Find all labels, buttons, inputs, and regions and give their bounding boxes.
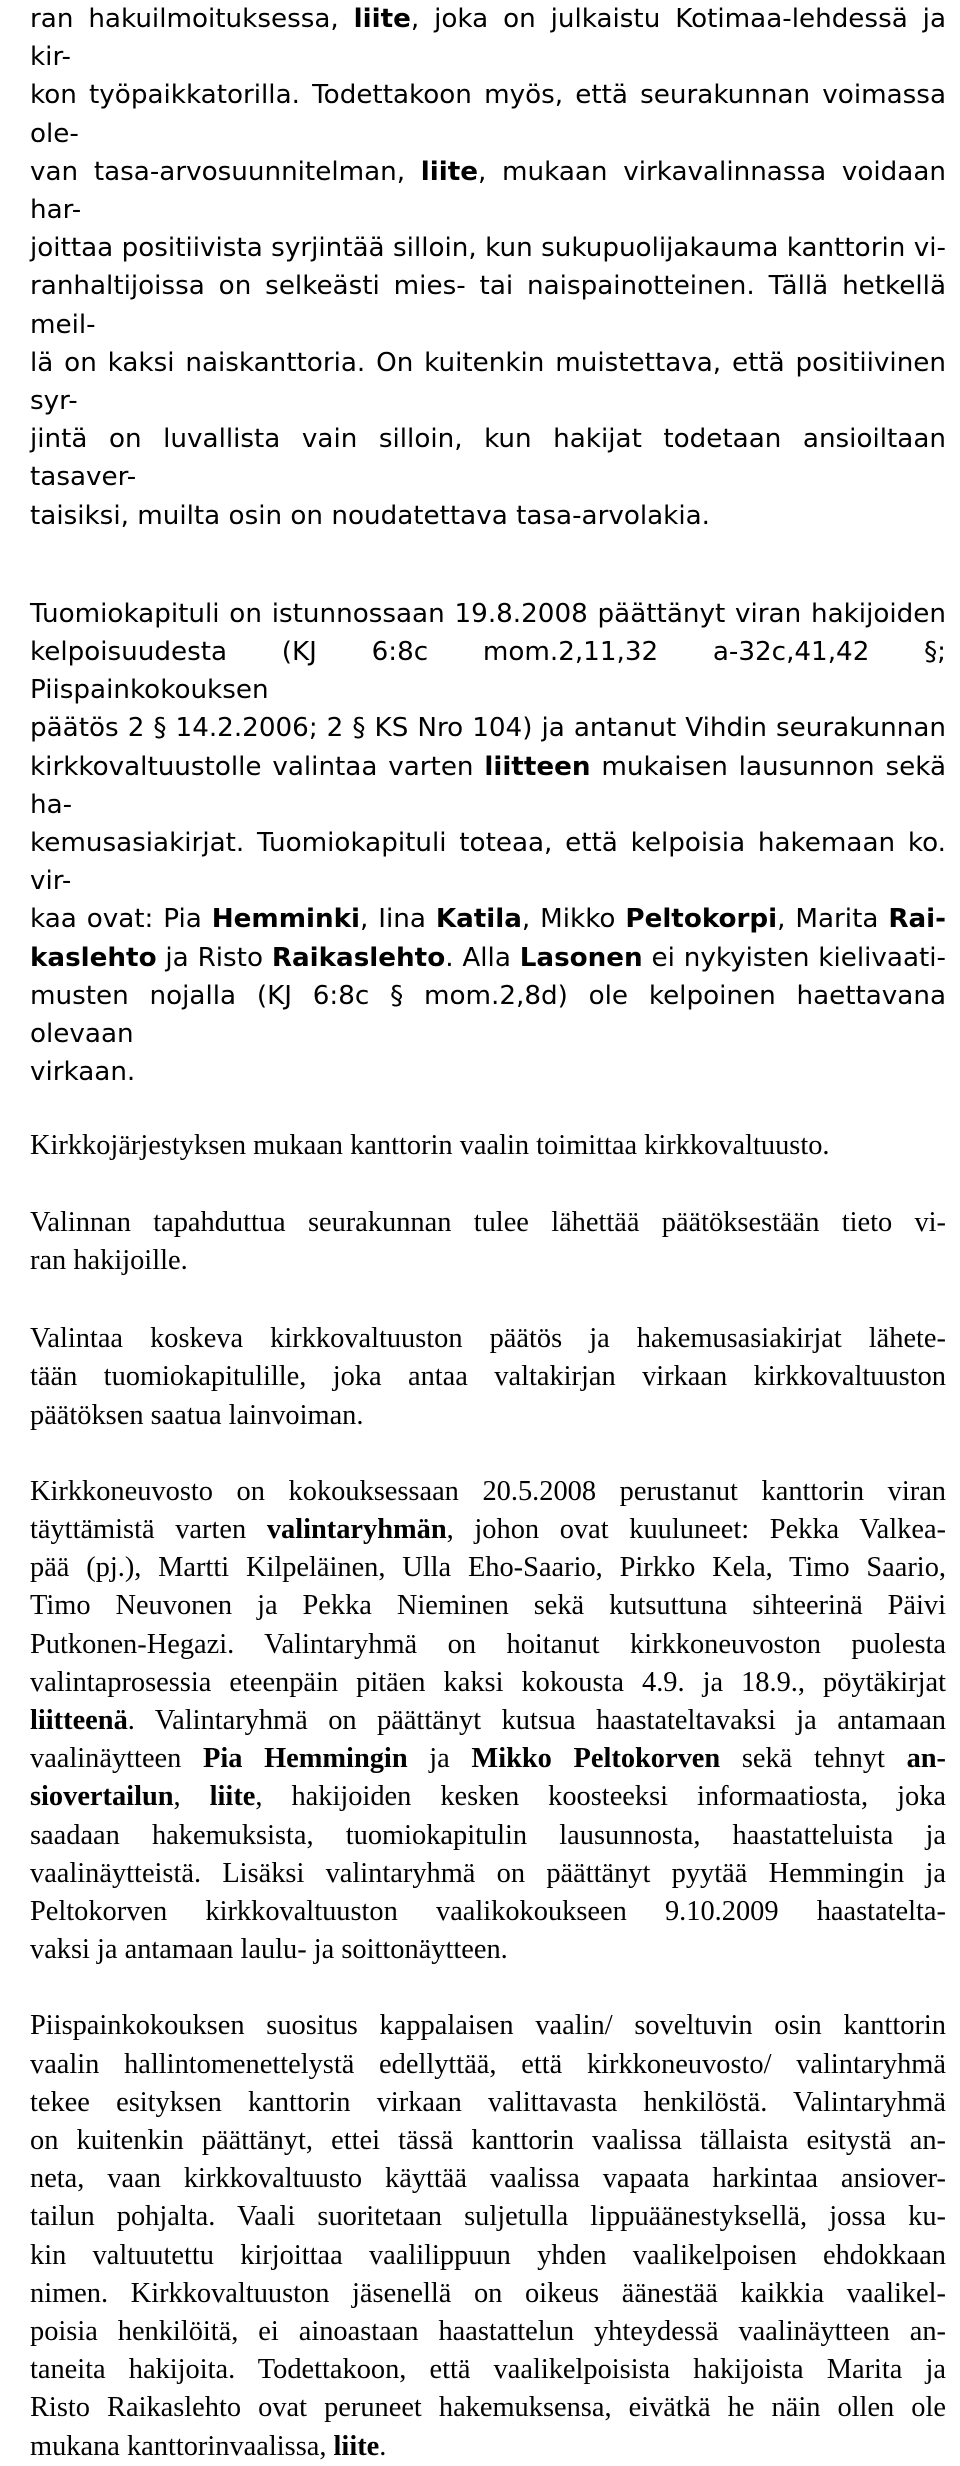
text-line bbox=[30, 420, 946, 496]
text-run: Putkonen-Hegazi. Valintaryhmä on hoitanut kirkkoneuvoston puolesta bbox=[30, 1628, 946, 1660]
text-run: ran hakijoille. bbox=[30, 1244, 188, 1276]
bold-text-run: Lasonen bbox=[519, 942, 643, 973]
text-line bbox=[30, 2122, 946, 2160]
text-line bbox=[30, 1053, 946, 1091]
text-line bbox=[30, 1664, 946, 1702]
text-run: pää (pj.), Martti Kilpeläinen, Ulla Eho-Saario, Pirkko Kela, Timo Saario, bbox=[30, 1552, 946, 1584]
text-run: , johon ovat kuuluneet: Pekka Valkea- bbox=[446, 1513, 946, 1545]
text-run: valintaprosessia eteenpäin pitäen kaksi kokousta 4.9. ja 18.9., pöytäkirjat bbox=[30, 1666, 946, 1698]
text-run: saadaan hakemuksista, tuomiokapitulin lausunnosta, haastatteluista ja bbox=[30, 1819, 946, 1851]
text-run: Piispainkokouksen suositus kappalaisen vaalin/ soveltuvin osin kanttorin bbox=[30, 2010, 946, 2042]
text-run: ran hakuilmoituksessa, bbox=[30, 4, 354, 34]
bold-text-run: kaslehto bbox=[30, 942, 157, 973]
text-run: , bbox=[173, 1781, 210, 1813]
text-line bbox=[30, 497, 946, 535]
text-run: Valintaa koskeva kirkkovaltuuston päätös ja hakemusasiakirjat lähete- bbox=[30, 1323, 946, 1355]
text-line bbox=[30, 1473, 946, 1511]
text-run: tään tuomiokapitulille, joka antaa valtakirjan virkaan kirkkovaltuuston bbox=[30, 1361, 946, 1393]
text-run: päätöksen saatua lainvoiman. bbox=[30, 1399, 364, 1431]
paragraph bbox=[30, 2007, 946, 2465]
text-line bbox=[30, 1511, 946, 1549]
text-line bbox=[30, 1893, 946, 1931]
text-run: , hakijoiden kesken koosteeksi informaatiosta, joka bbox=[255, 1781, 946, 1813]
paragraph-gap bbox=[30, 535, 946, 595]
text-run: kelpoisuudesta (KJ 6:8c mom.2,11,32 a-32c,41,42 §; Piispainkokouksen bbox=[30, 637, 946, 706]
text-line bbox=[30, 2237, 946, 2275]
text-run: . bbox=[379, 2430, 387, 2462]
text-run: vaksi ja antamaan laulu- ja soittonäytteen. bbox=[30, 1934, 508, 1966]
text-line bbox=[30, 1931, 946, 1969]
text-line bbox=[30, 977, 946, 1053]
text-line bbox=[30, 595, 946, 633]
text-run: on kuitenkin päättänyt, ettei tässä kanttorin vaalissa tällaista esitystä an- bbox=[30, 2124, 946, 2156]
text-run: , mukaan virkavalinnassa voidaan har- bbox=[30, 156, 946, 226]
bold-text-run: Peltokorpi bbox=[625, 904, 778, 935]
bold-text-run: Mikko Peltokorven bbox=[471, 1743, 721, 1775]
text-line bbox=[30, 1358, 946, 1396]
text-run: kemusasiakirjat. Tuomiokapituli toteaa, että kelpoisia hakemaan ko. vir- bbox=[30, 828, 946, 897]
text-run: , Mikko bbox=[521, 904, 626, 935]
bold-text-run: Hemminki bbox=[211, 904, 361, 935]
paragraph-gap bbox=[30, 1969, 946, 2007]
text-run: . Alla bbox=[445, 942, 520, 973]
text-run: tailun pohjalta. Vaali suoritetaan suljetulla lippuäänestyksellä, jossa ku- bbox=[30, 2201, 946, 2233]
text-run: , Marita bbox=[777, 904, 889, 935]
text-line bbox=[30, 229, 946, 267]
bold-text-run: an- bbox=[906, 1743, 947, 1775]
text-line bbox=[30, 2046, 946, 2084]
text-line bbox=[30, 76, 946, 152]
text-run: kon työpaikkatorilla. Todettakoon myös, että seurakunnan voimassa ole- bbox=[30, 80, 946, 149]
text-line bbox=[30, 1587, 946, 1625]
text-run: kin valtuutettu kirjoittaa vaalilippuun yhden vaalikelpoisen ehdokkaan bbox=[30, 2239, 946, 2271]
text-run: vaalinäytteen bbox=[30, 1743, 203, 1775]
paragraph bbox=[30, 0, 946, 535]
text-run: jintä on luvallista vain silloin, kun hakijat todetaan ansioiltaan tasaver- bbox=[30, 424, 946, 493]
text-line bbox=[30, 2428, 946, 2466]
paragraph-gap bbox=[30, 1091, 946, 1127]
text-run: ja bbox=[407, 1743, 472, 1775]
text-run: poisia henkilöitä, ei ainoastaan haastattelun yhteydessä vaalinäytteen an- bbox=[30, 2315, 946, 2347]
bold-text-run: liite bbox=[353, 4, 411, 34]
bold-text-run: Pia Hemmingin bbox=[203, 1743, 408, 1775]
text-line bbox=[30, 939, 946, 977]
text-line bbox=[30, 2198, 946, 2236]
text-line bbox=[30, 2007, 946, 2045]
bold-text-run: liite bbox=[209, 1781, 256, 1813]
text-run: Kirkkoneuvosto on kokouksessaan 20.5.2008 perustanut kanttorin viran bbox=[30, 1475, 946, 1507]
text-line bbox=[30, 267, 946, 343]
text-line bbox=[30, 1242, 946, 1280]
text-run: , joka on julkaistu Kotimaa-lehdessä ja kir- bbox=[30, 4, 946, 73]
bold-text-run: liitteenä bbox=[30, 1704, 128, 1736]
text-run: Peltokorven kirkkovaltuuston vaalikokoukseen 9.10.2009 haastatelta- bbox=[30, 1895, 946, 1927]
bold-text-run: valintaryhmän bbox=[266, 1513, 447, 1545]
text-line bbox=[30, 2351, 946, 2389]
text-line bbox=[30, 2275, 946, 2313]
text-line bbox=[30, 900, 946, 938]
text-line bbox=[30, 1817, 946, 1855]
text-run: taneita hakijoita. Todettakoon, että vaalikelpoisista hakijoista Marita ja bbox=[30, 2354, 946, 2386]
paragraph-gap bbox=[30, 1280, 946, 1320]
text-line bbox=[30, 1204, 946, 1242]
text-run: , Iina bbox=[360, 904, 436, 935]
text-run: nimen. Kirkkovaltuuston jäsenellä on oikeus äänestää kaikkia vaalikel- bbox=[30, 2277, 946, 2309]
text-run: Valinnan tapahduttua seurakunnan tulee lähettää päätöksestään tieto vi- bbox=[30, 1206, 946, 1238]
bold-text-run: Raikaslehto bbox=[271, 942, 446, 973]
text-line bbox=[30, 1549, 946, 1587]
paragraph-gap bbox=[30, 1166, 946, 1204]
text-line bbox=[30, 1740, 946, 1778]
text-line bbox=[30, 1702, 946, 1740]
paragraph bbox=[30, 1204, 946, 1280]
text-run: vaalin hallintomenettelystä edellyttää, että kirkkoneuvosto/ valintaryhmä bbox=[30, 2048, 946, 2080]
text-run: mukana kanttorinvaalissa, bbox=[30, 2430, 334, 2462]
text-run: vaalinäytteistä. Lisäksi valintaryhmä on päättänyt pyytää Hemmingin ja bbox=[30, 1857, 946, 1889]
text-line bbox=[30, 0, 946, 76]
text-line bbox=[30, 709, 946, 747]
text-run: ja Risto bbox=[156, 942, 272, 973]
text-run: Kirkkojärjestyksen mukaan kanttorin vaalin toimittaa kirkkovaltuusto. bbox=[30, 1130, 830, 1162]
bold-text-run: liite bbox=[333, 2430, 380, 2462]
text-run: Timo Neuvonen ja Pekka Nieminen sekä kutsuttuna sihteerinä Päivi bbox=[30, 1590, 946, 1622]
text-run: neta, vaan kirkkovaltuusto käyttää vaalissa vapaata harkintaa ansiover- bbox=[30, 2163, 946, 2195]
paragraph bbox=[30, 595, 946, 1092]
text-run: mukaisen lausunnon sekä ha- bbox=[30, 751, 946, 820]
text-run: musten nojalla (KJ 6:8c § mom.2,8d) ole kelpoinen haettavana olevaan bbox=[30, 980, 946, 1050]
paragraph-gap bbox=[30, 1435, 946, 1473]
text-line bbox=[30, 1397, 946, 1435]
text-line bbox=[30, 748, 946, 824]
text-line bbox=[30, 824, 946, 900]
bold-text-run: Rai- bbox=[888, 904, 946, 935]
text-run: . Valintaryhmä on päättänyt kutsua haastateltavaksi ja antamaan bbox=[127, 1704, 946, 1736]
text-line bbox=[30, 2313, 946, 2351]
text-line bbox=[30, 2084, 946, 2122]
text-line bbox=[30, 1320, 946, 1358]
text-line bbox=[30, 1626, 946, 1664]
text-line bbox=[30, 633, 946, 709]
text-line bbox=[30, 2160, 946, 2198]
text-run: kaa ovat: Pia bbox=[30, 904, 212, 935]
text-line bbox=[30, 1855, 946, 1893]
text-run: Tuomiokapituli on istunnossaan 19.8.2008 päättänyt viran hakijoiden bbox=[30, 598, 946, 629]
text-run: ei nykyisten kielivaati- bbox=[642, 942, 946, 973]
bold-text-run: siovertailun bbox=[30, 1781, 174, 1813]
text-run: ranhaltijoissa on selkeästi mies- tai naispainotteinen. Tällä hetkellä meil- bbox=[30, 271, 946, 340]
text-run: täyttämistä varten bbox=[30, 1513, 267, 1545]
paragraph bbox=[30, 1473, 946, 1970]
text-run: van tasa-arvosuunnitelman, bbox=[30, 156, 421, 187]
text-run: sekä tehnyt bbox=[720, 1743, 907, 1775]
text-line bbox=[30, 2389, 946, 2427]
bold-text-run: liite bbox=[420, 156, 478, 187]
text-run: virkaan. bbox=[30, 1057, 136, 1088]
text-run: päätös 2 § 14.2.2006; 2 § KS Nro 104) ja antanut Vihdin seurakunnan bbox=[30, 713, 946, 744]
text-line bbox=[30, 1778, 946, 1816]
text-line bbox=[30, 1127, 946, 1165]
text-run: taisiksi, muilta osin on noudatettava tasa-arvolakia. bbox=[30, 500, 710, 531]
text-run: kirkkovaltuustolle valintaa varten bbox=[30, 751, 485, 782]
text-run: Risto Raikaslehto ovat peruneet hakemuksensa, eivätkä he näin ollen ole bbox=[30, 2392, 946, 2424]
text-line bbox=[30, 344, 946, 420]
text-run: tekee esityksen kanttorin virkaan valittavasta henkilöstä. Valintaryhmä bbox=[30, 2086, 946, 2118]
bold-text-run: liitteen bbox=[484, 751, 591, 782]
text-run: lä on kaksi naiskanttoria. On kuitenkin muistettava, että positiivinen syr- bbox=[30, 347, 946, 417]
paragraph bbox=[30, 1127, 946, 1165]
text-line bbox=[30, 153, 946, 229]
text-run: joittaa positiivista syrjintää silloin, kun sukupuolijakauma kanttorin vi- bbox=[30, 233, 946, 264]
paragraph bbox=[30, 1320, 946, 1435]
bold-text-run: Katila bbox=[435, 904, 522, 935]
